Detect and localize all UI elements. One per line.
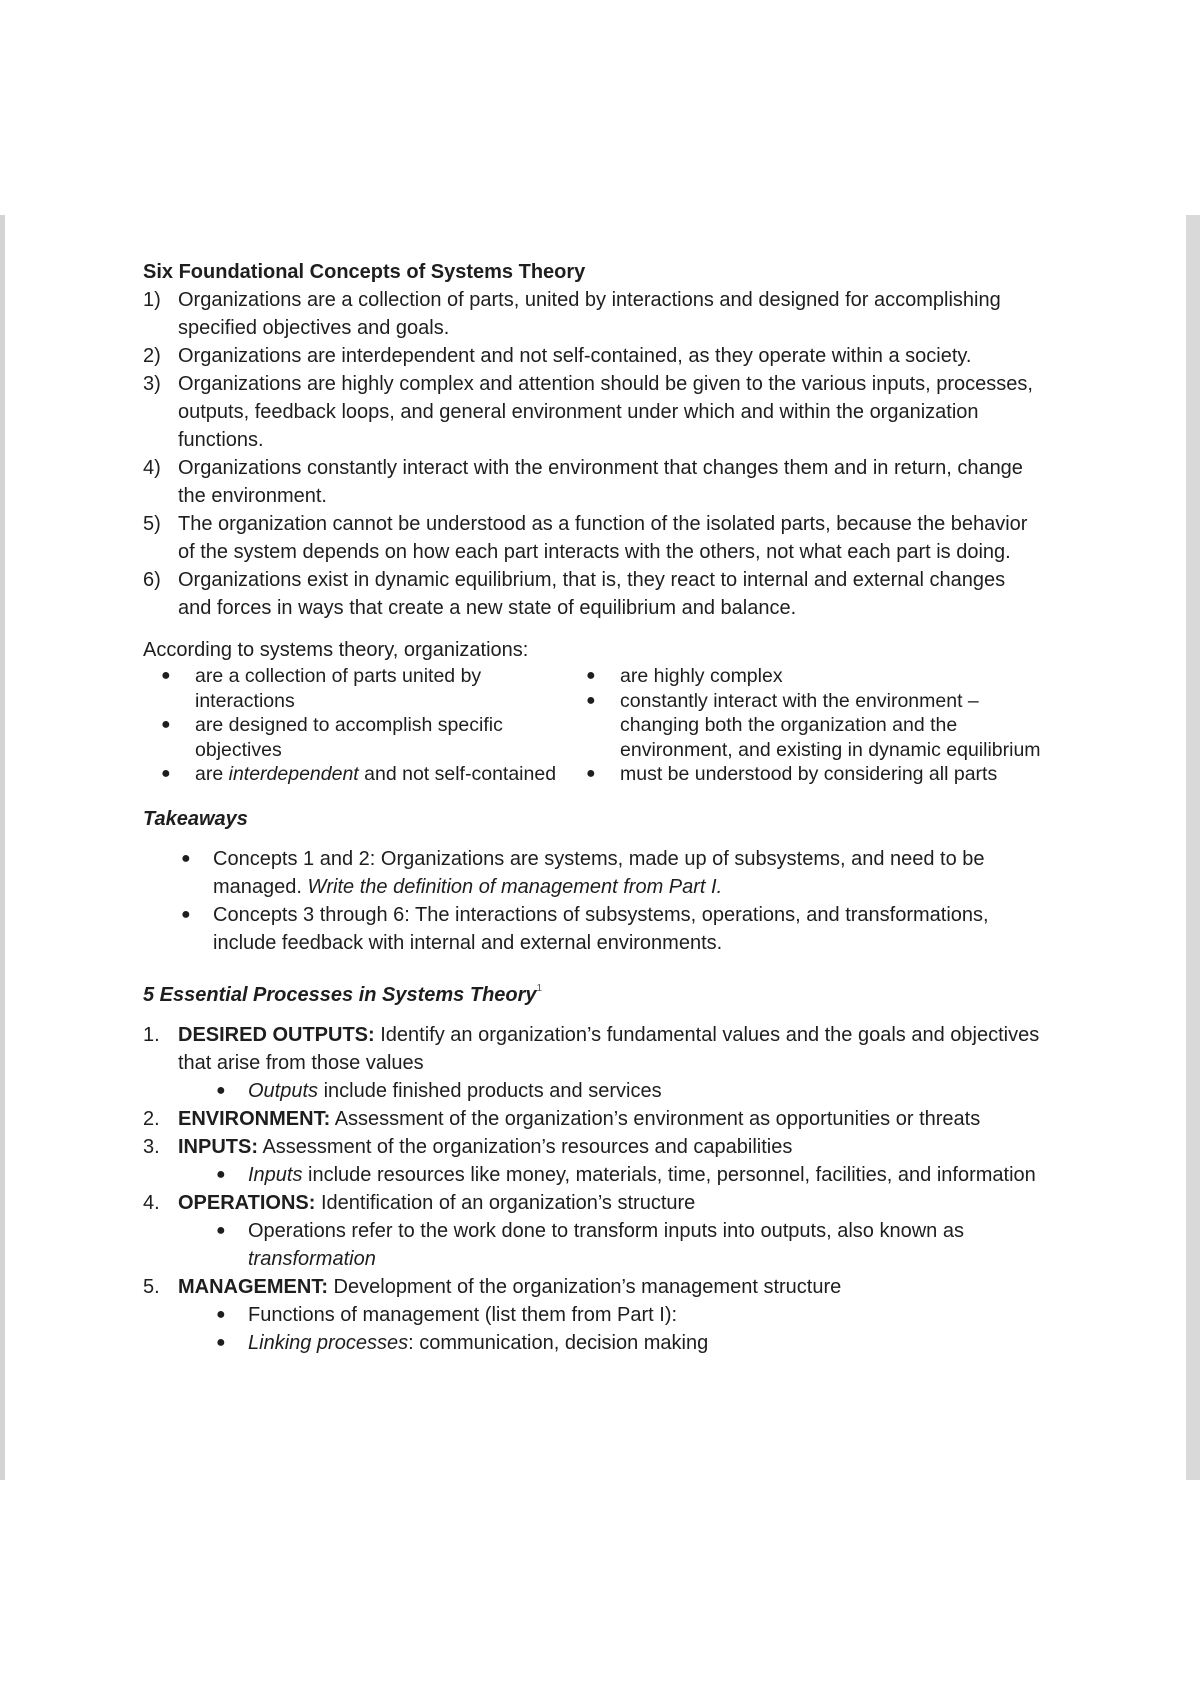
bullet-icon: ● xyxy=(216,1081,226,1099)
list-item: 6) Organizations exist in dynamic equilibrium, that is, they react to internal and external changes and forces in ways that create a new state of equilibrium and balance. xyxy=(143,569,1006,619)
bullet-icon: ● xyxy=(586,691,596,709)
sub-list xyxy=(178,1301,1043,1357)
list-item: 3. INPUTS: Assessment of the organization’s resources and capabilities ● Inputs include resources like money, materials, time, personnel, facilities, and information xyxy=(143,1133,1043,1189)
processes-heading: 5 Essential Processes in Systems Theory$^1$ xyxy=(143,982,543,1006)
list-item: 1) Organizations are a collection of parts, united by interactions and designed for accomplishing specified objectives and goals. xyxy=(143,289,1001,339)
list-item: ● must be understood by considering all parts xyxy=(586,763,998,785)
list-item: ● Concepts 1 and 2: Organizations are systems, made up of subsystems, and need to be managed. Write the definition of management from Part I. xyxy=(213,845,1043,901)
bullet-icon: ● xyxy=(216,1333,226,1351)
list-item: 5) The organization cannot be understood as a function of the isolated parts, because the behavior of the system depends on how each part interacts with the others, not what each part is doing. xyxy=(143,513,1028,563)
list-item: ● are designed to accomplish specific objectives xyxy=(161,714,503,761)
list-item: 1. DESIRED OUTPUTS: Identify an organization’s fundamental values and the goals and objectives that arise from those values ● Outputs include finished products and services xyxy=(143,1021,1043,1105)
processes-list xyxy=(143,1021,1043,1357)
sub-list xyxy=(178,1217,1043,1273)
list-item: 4. OPERATIONS: Identification of an organization’s structure ● Operations refer to the work done to transform inputs into outputs, also known as transformation xyxy=(143,1189,1043,1273)
list-item: ● Operations refer to the work done to transform inputs into outputs, also known as transformation xyxy=(248,1217,1043,1273)
takeaways-list xyxy=(143,845,1043,957)
list-item: ● Functions of management (list them from Part I): xyxy=(248,1301,1043,1329)
list-item: ● Linking processes: communication, decision making xyxy=(248,1329,1043,1357)
bullet-icon: ● xyxy=(216,1305,226,1323)
footnote-marker: 1 xyxy=(536,982,543,994)
bullet-icon: ● xyxy=(586,765,596,782)
list-item: ● Inputs include resources like money, materials, time, personnel, facilities, and information xyxy=(248,1161,1043,1189)
sub-list xyxy=(178,1077,1043,1105)
list-item: ● constantly interact with the environment – changing both the organization and the environment, and existing in dynamic equilibrium xyxy=(586,689,1041,761)
bullet-icon: ● xyxy=(216,1165,226,1183)
list-item: ● are interdependent and not self-contained xyxy=(161,763,557,785)
list-item: ● Outputs include finished products and services xyxy=(248,1077,1043,1105)
bullet-icon: ● xyxy=(181,849,191,867)
concepts-list xyxy=(143,286,1043,622)
scan-edge-right xyxy=(1186,215,1200,1480)
summary-columns xyxy=(143,664,1043,787)
list-item: ● are a collection of parts united by interactions xyxy=(161,665,482,712)
scan-edge-left xyxy=(0,215,5,1480)
list-item: 4) Organizations constantly interact with the environment that changes them and in return, change the environment. xyxy=(143,457,1023,507)
bullet-icon: ● xyxy=(216,1221,226,1239)
summary-intro: According to systems theory, organizations: xyxy=(143,639,529,661)
summary-left-column xyxy=(143,664,568,787)
list-item: 2) Organizations are interdependent and not self-contained, as they operate within a society. xyxy=(143,345,972,367)
list-item: ● Concepts 3 through 6: The interactions of subsystems, operations, and transformations, include feedback with internal and external environments. xyxy=(213,901,1043,957)
bullet-icon: ● xyxy=(161,765,171,782)
summary-right-column xyxy=(568,664,1043,787)
bullet-icon: ● xyxy=(161,716,171,733)
document-page xyxy=(143,258,1043,1357)
list-item: ● are highly complex xyxy=(586,665,783,687)
list-item: 5. MANAGEMENT: Development of the organization’s management structure ● Functions of management (list them from Part I): ● Linking processes: communication, decision making xyxy=(143,1273,1043,1357)
takeaways-heading: Takeaways xyxy=(143,807,248,830)
list-item: 2. ENVIRONMENT: Assessment of the organization’s environment as opportunities or threats xyxy=(143,1107,981,1130)
bullet-icon: ● xyxy=(586,667,596,684)
list-item: 3) Organizations are highly complex and attention should be given to the various inputs, processes, outputs, feedback loops, and general environment under which and within the organization functions. xyxy=(143,373,1033,451)
bullet-icon: ● xyxy=(181,905,191,923)
sub-list xyxy=(178,1161,1043,1189)
concepts-heading: Six Foundational Concepts of Systems Theory xyxy=(143,261,586,283)
bullet-icon: ● xyxy=(161,667,171,684)
